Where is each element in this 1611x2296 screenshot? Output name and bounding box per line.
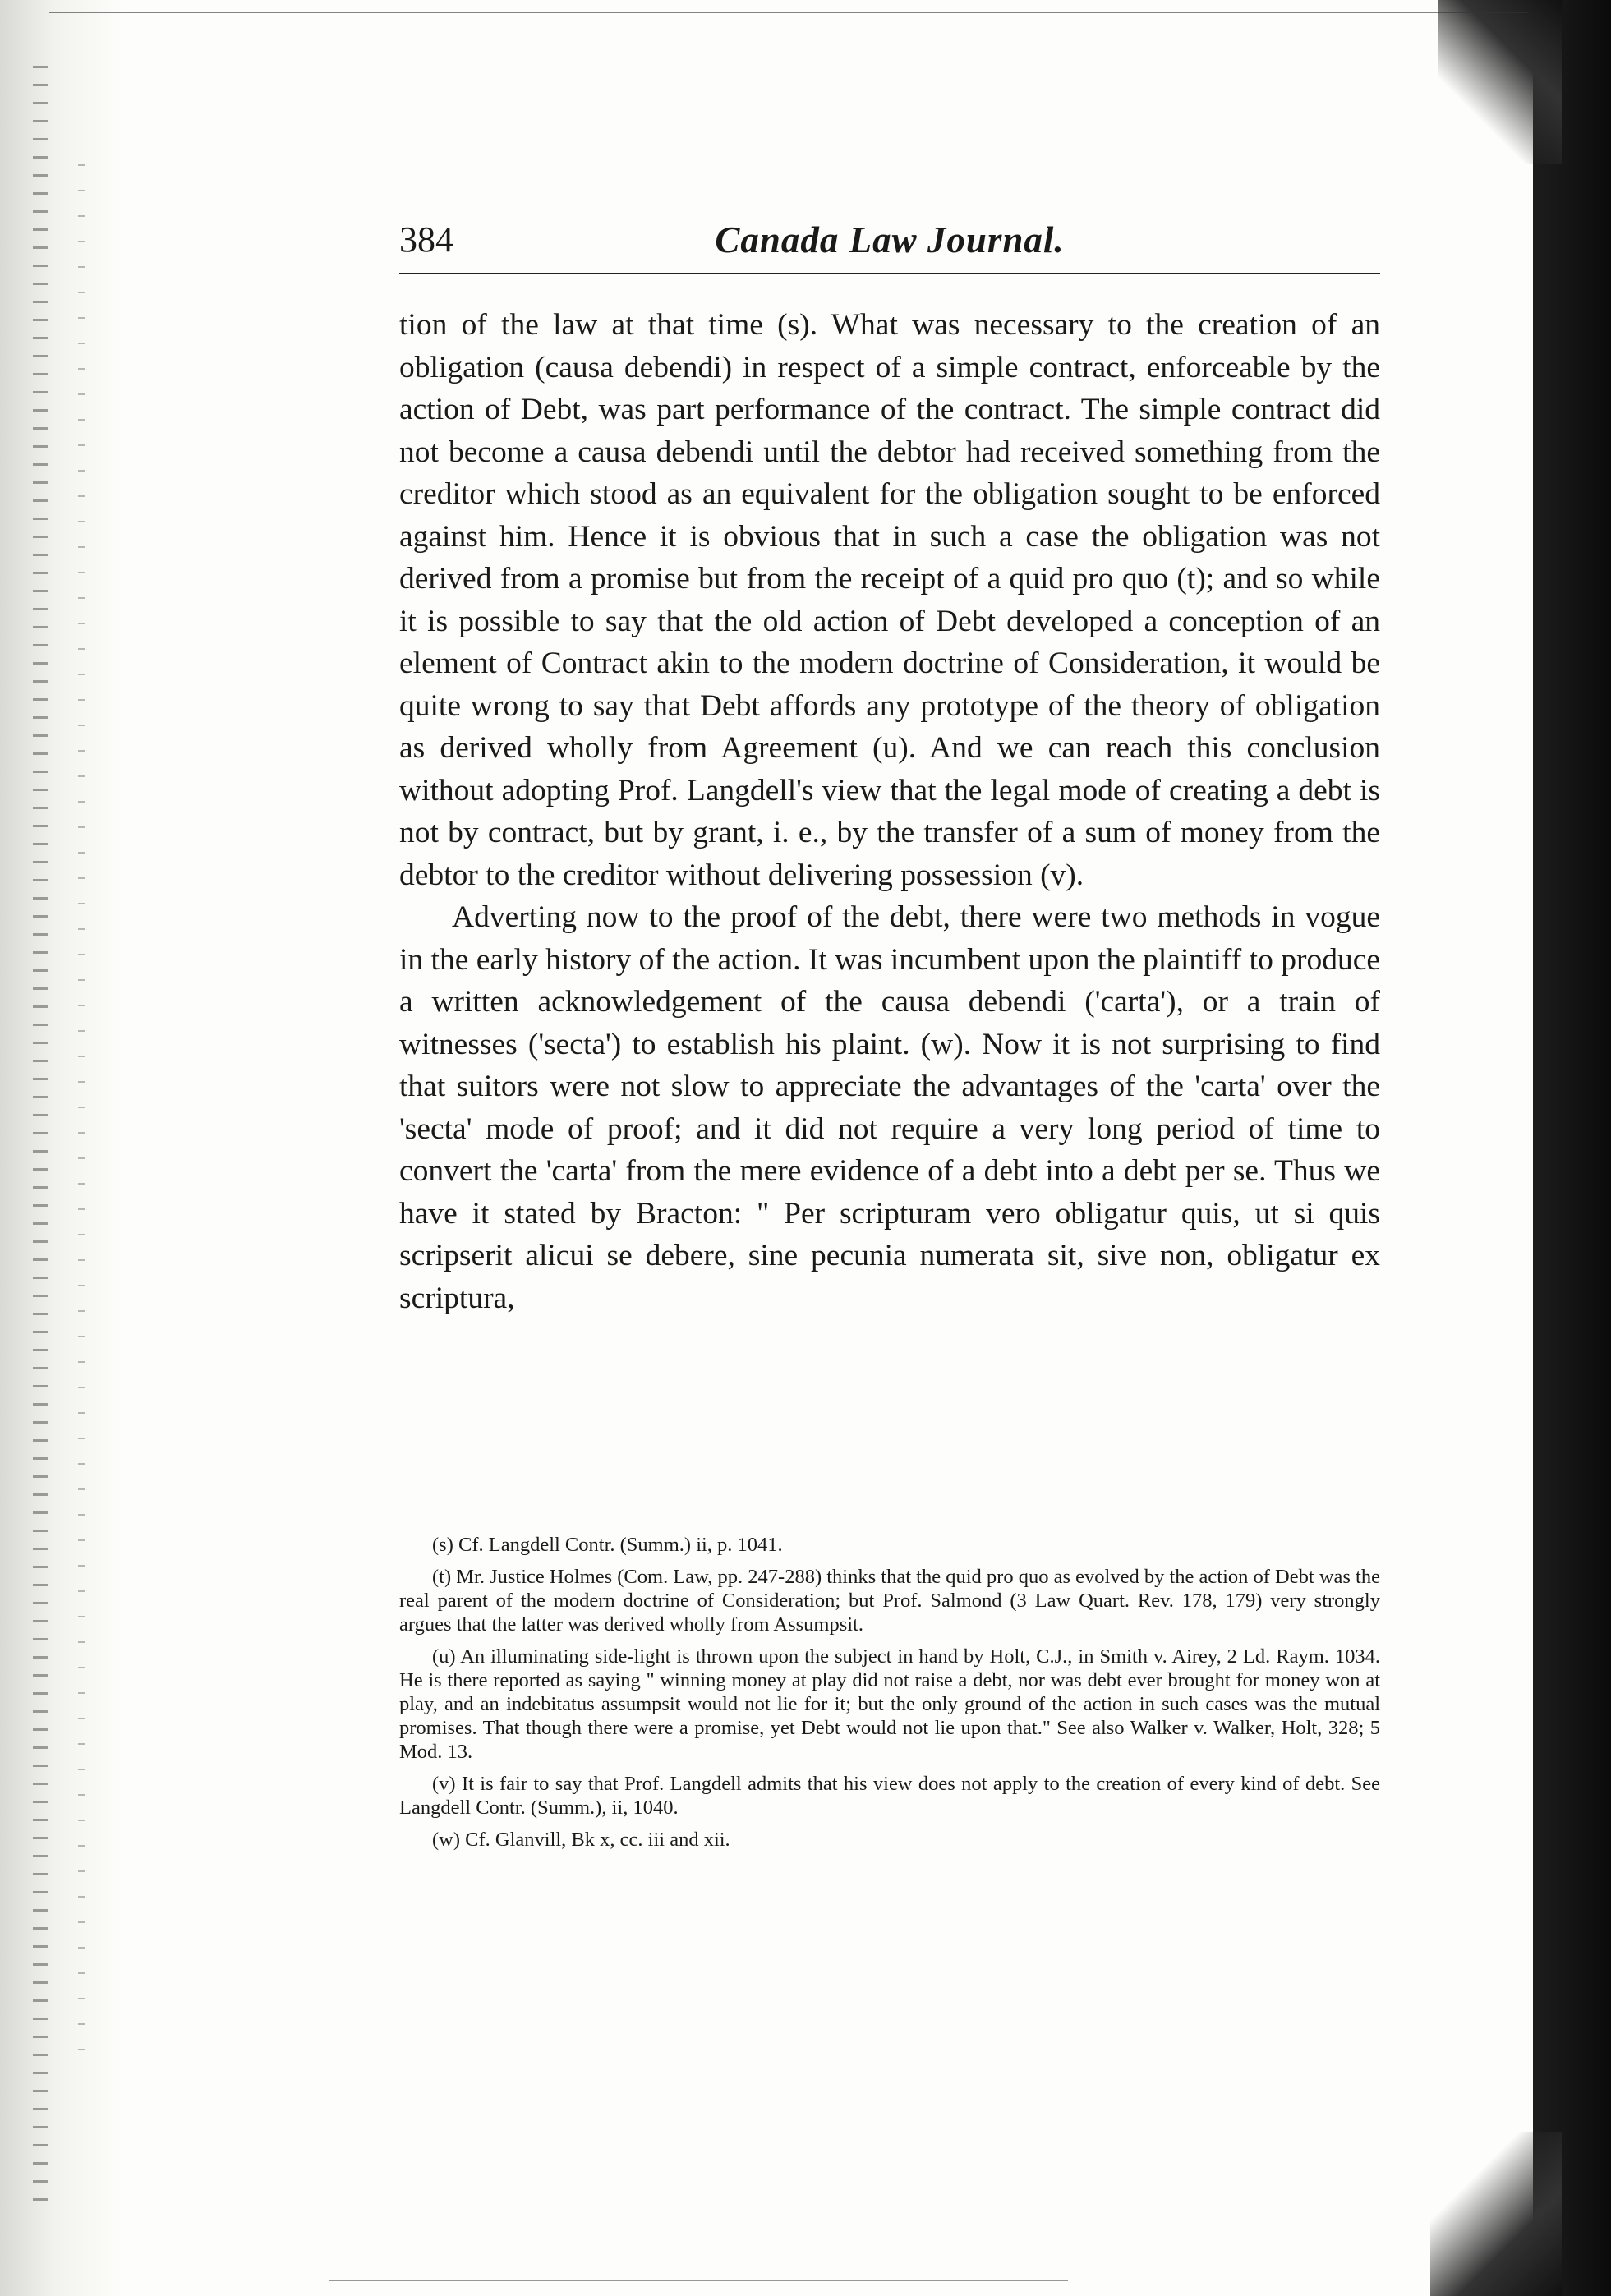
body-text <box>399 304 1380 1319</box>
footnote-w: (w) Cf. Glanvill, Bk x, cc. iii and xii. <box>432 1829 730 1851</box>
journal-title: Canada Law Journal. <box>715 219 1065 260</box>
footnote-s: (s) Cf. Langdell Contr. (Summ.) ii, p. 1041. <box>432 1534 783 1556</box>
body-paragraph: Adverting now to the proof of the debt, there were two methods in vogue in the early history of the action. It was incumbent upon the plaintiff to produce a written acknowledgement of the causa debendi ('carta'), or a train of witnesses ('secta') to establish his plaint. (w). Now it is not surprising to find that suitors were not slow to appreciate the advantages of the 'carta' over the 'secta' mode of proof; and it did not require a very long period of time to convert the 'carta' from the mere evidence of a debt into a debt per se. Thus we have it stated by Bracton: " Per scripturam vero obligatur quis, ut si quis scripserit alicui se debere, sine pecunia numerata sit, sive non, obligatur ex scriptura, <box>399 900 1380 1315</box>
running-head <box>399 215 1380 274</box>
scan-top-edge <box>49 12 1528 13</box>
footnote-t: (t) Mr. Justice Holmes (Com. Law, pp. 247-288) thinks that the quid pro quo as evolved by the action of Debt was the real parent of the modern doctrine of Consideration; but Prof. Salmond (3 Law Quart. Rev. 178, 179) very strongly argues that the latter was derived wholly from Assumpsit. <box>399 1566 1380 1636</box>
scan-shadow-right <box>1533 0 1611 2296</box>
footnote-u: (u) An illuminating side-light is thrown upon the subject in hand by Holt, C.J., in Smith v. Airey, 2 Ld. Raym. 1034. He is there reported as saying " winning money at play did not raise a debt, nor was debt ever brought for money won at play, and an indebitatus assumpsit would not lie for it; but the only ground of the action in such cases was the mutual promises. That though there were a promise, yet Debt would not lie upon that." See also Walker v. Walker, Holt, 328; 5 Mod. 13. <box>399 1645 1380 1763</box>
body-paragraph: tion of the law at that time (s). What was necessary to the creation of an obligation (causa debendi) in respect of a simple contract, enforceable by the action of Debt, was part performance of the contract. The simple contract did not become a causa debendi until the debtor had received something from the creditor which stood as an equivalent for the obligation sought to be enforced against him. Hence it is obvious that in such a case the obligation was not derived from a promise but from the receipt of a quid pro quo (t); and so while it is possible to say that the old action of Debt developed a conception of an element of Contract akin to the modern doctrine of Consideration, it would be quite wrong to say that Debt affords any prototype of the theory of obligation as derived wholly from Agreement (u). And we can reach this conclusion without adopting Prof. Langdell's view that the legal mode of creating a debt is not by contract, but by grant, i. e., by the transfer of a sum of money from the debtor to the creditor without delivering possession (v). <box>399 308 1380 892</box>
page-number: 384 <box>399 219 453 260</box>
footnotes <box>399 1533 1380 1860</box>
footnote-v: (v) It is fair to say that Prof. Langdell admits that his view does not apply to the creation of every kind of debt. See Langdell Contr. (Summ.), ii, 1040. <box>399 1773 1380 1819</box>
scan-corner-bottom <box>1430 2132 1562 2296</box>
scan-shadow-left <box>0 0 123 2296</box>
scan-corner-top <box>1438 0 1562 164</box>
scan-bottom-edge <box>329 2280 1068 2281</box>
